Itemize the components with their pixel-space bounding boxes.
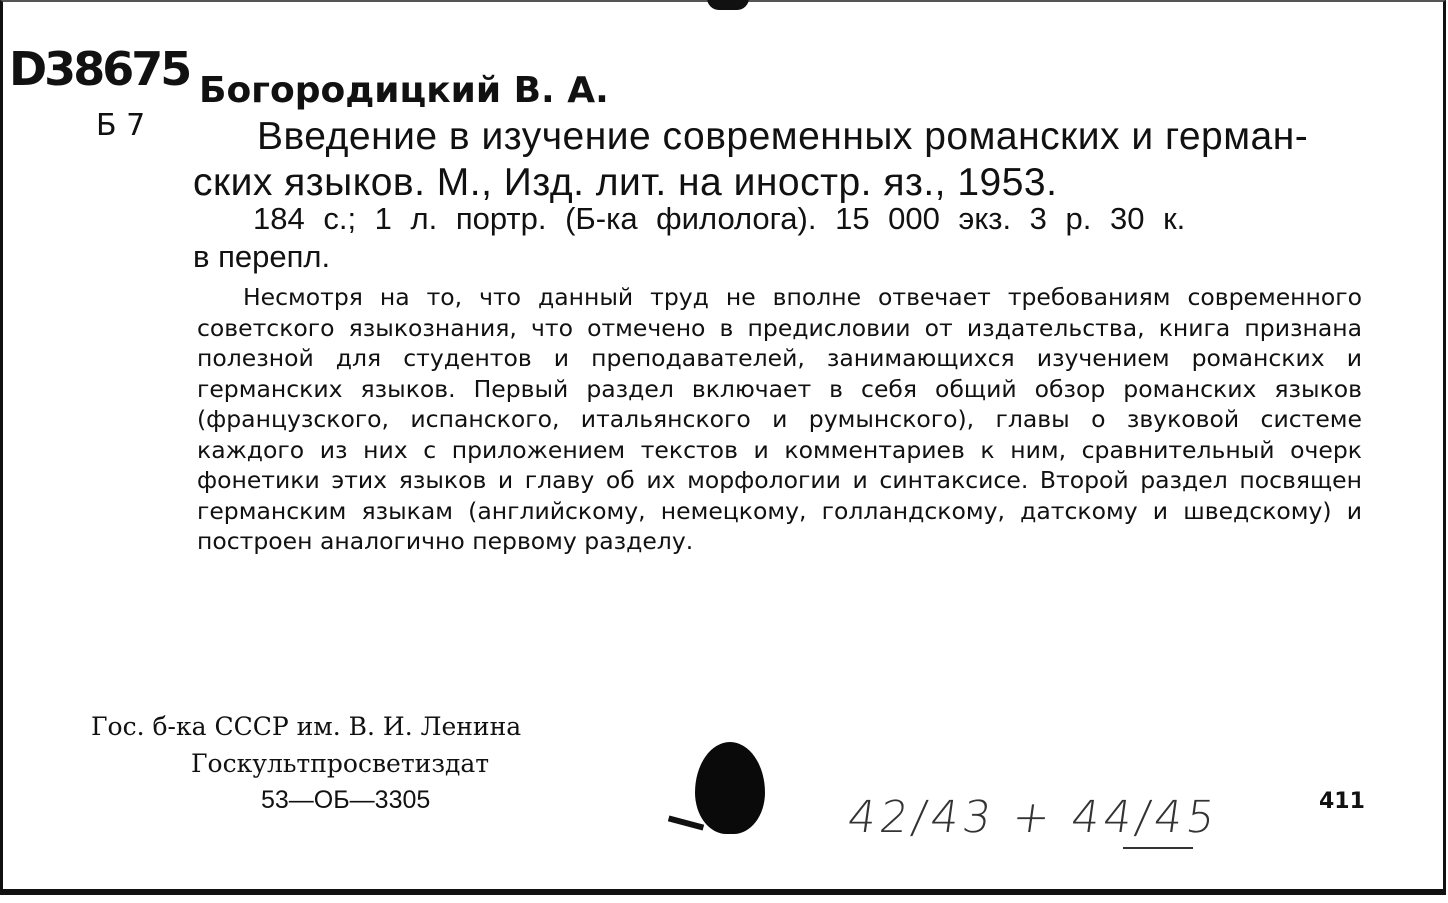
author-heading: Богородицкий В. А.	[199, 70, 609, 111]
ink-blot-tail	[668, 815, 704, 830]
handwritten-underline	[1123, 847, 1193, 849]
collation	[193, 200, 1363, 276]
collation-line-2: в перепл.	[193, 239, 331, 274]
imprint-publisher: Госкультпросветиздат	[191, 749, 490, 778]
shelfmark: Б 7	[96, 108, 146, 143]
card-hole	[707, 0, 749, 10]
card-number: 411	[1319, 789, 1365, 814]
imprint	[91, 708, 521, 819]
handwritten-note: 42/43 + 44/45	[844, 792, 1223, 843]
annotation-text: Несмотря на то, что данный труд не вполне отвечает требованиям современного советского языкознания, что отмечено в предисловии от издательства, книга признана полезной для студентов и преподавателей, занимающихся изучением романских и германских языков. Первый раздел включает в себя общий обзор романских языков (французского, испанского, итальянского и румынского), главы о звуковой системе каждого из них с приложением текстов и комментариев к ним, сравнительный очерк фонетики этих языков и главу об их морфологии и синтаксисе. Второй раздел посвящен германским языкам (английскому, немецкому, голландскому, датскому и шведскому) и построен аналогично первому разделу.	[197, 283, 1362, 555]
title-statement	[193, 114, 1363, 206]
imprint-order-number: 53—ОБ—3305	[261, 786, 431, 814]
accession-number: D38675	[9, 42, 190, 96]
ink-blot	[695, 742, 765, 834]
title-line-1: Введение в изучение современных романских и герман-	[257, 115, 1309, 158]
collation-line-1: 184 с.; 1 л. портр. (Б-ка филолога). 15 000 экз. 3 р. 30 к.	[253, 201, 1186, 236]
title-line-2: ских языков. М., Изд. лит. на иностр. яз., 1953.	[193, 161, 1058, 204]
imprint-library: Гос. б-ка СССР им. В. И. Ленина	[91, 712, 522, 741]
annotation	[197, 282, 1362, 557]
